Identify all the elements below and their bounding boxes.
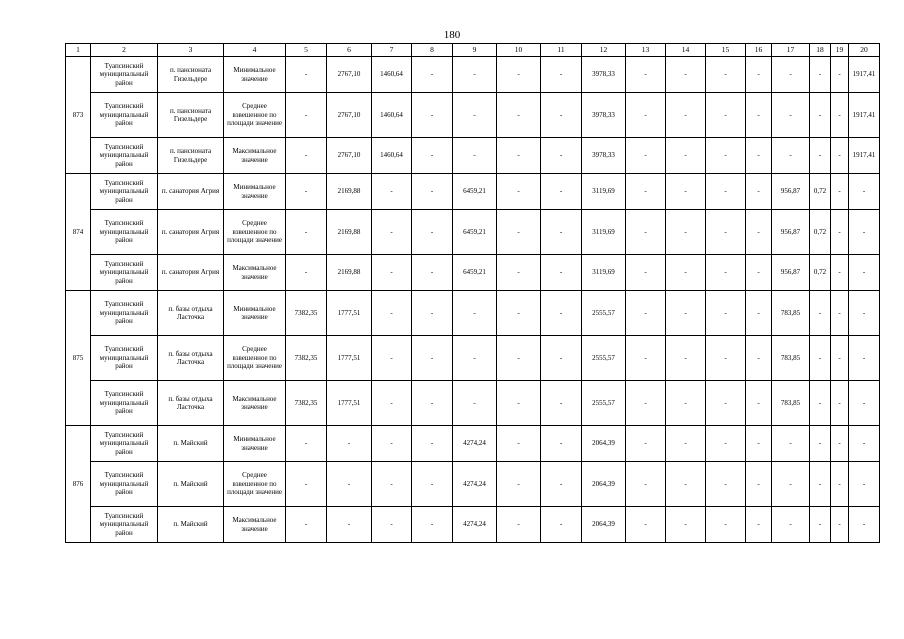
- table-cell: -: [849, 255, 880, 291]
- table-cell: 3119,69: [582, 210, 626, 255]
- table-cell: Туапсинский муниципальный район: [91, 93, 158, 138]
- table-cell: -: [497, 93, 541, 138]
- table-cell: -: [372, 507, 412, 543]
- table-cell: -: [810, 507, 831, 543]
- table-row: [66, 381, 880, 426]
- table-cell: Туапсинский муниципальный район: [91, 336, 158, 381]
- table-cell: -: [412, 57, 453, 93]
- table-cell: -: [626, 462, 666, 507]
- table-cell: -: [541, 507, 582, 543]
- row-group-number: 873: [66, 57, 91, 174]
- table-cell: -: [746, 255, 772, 291]
- table-cell: Минимальное значение: [224, 174, 286, 210]
- table-cell: Максимальное значение: [224, 381, 286, 426]
- table-cell: -: [541, 426, 582, 462]
- table-cell: -: [831, 426, 849, 462]
- table-cell: 0,72: [810, 210, 831, 255]
- table-cell: 1460,64: [372, 93, 412, 138]
- table-cell: -: [497, 336, 541, 381]
- table-cell: -: [541, 255, 582, 291]
- table-cell: -: [746, 138, 772, 174]
- table-row: [66, 210, 880, 255]
- table-cell: -: [666, 174, 706, 210]
- table-cell: -: [497, 381, 541, 426]
- table-cell: -: [626, 426, 666, 462]
- table-cell: -: [286, 174, 327, 210]
- table-cell: -: [706, 174, 746, 210]
- table-cell: 2064,39: [582, 462, 626, 507]
- table-cell: -: [831, 138, 849, 174]
- table-cell: -: [706, 57, 746, 93]
- table-cell: -: [849, 174, 880, 210]
- table-cell: -: [372, 174, 412, 210]
- table-cell: п. Майский: [158, 426, 224, 462]
- table-cell: -: [706, 381, 746, 426]
- table-cell: -: [412, 255, 453, 291]
- table-cell: -: [849, 507, 880, 543]
- table-cell: -: [412, 381, 453, 426]
- table-cell: -: [849, 210, 880, 255]
- table-cell: п. базы отдыха Ласточка: [158, 336, 224, 381]
- table-cell: -: [372, 462, 412, 507]
- table-cell: -: [626, 210, 666, 255]
- table-cell: -: [626, 291, 666, 336]
- table-cell: -: [626, 138, 666, 174]
- column-number-cell: 1: [66, 44, 91, 57]
- table-row: [66, 426, 880, 462]
- table-cell: -: [831, 462, 849, 507]
- table-cell: 4274,24: [453, 507, 497, 543]
- table-cell: 2064,39: [582, 507, 626, 543]
- table-cell: -: [626, 57, 666, 93]
- table-cell: п. базы отдыха Ласточка: [158, 291, 224, 336]
- column-number-cell: 19: [831, 44, 849, 57]
- table-cell: 2767,10: [327, 93, 372, 138]
- table-cell: -: [453, 93, 497, 138]
- table-cell: п. пансионата Гизельдере: [158, 93, 224, 138]
- table-cell: 7382,35: [286, 336, 327, 381]
- table-cell: -: [497, 174, 541, 210]
- table-cell: п. санатория Агрия: [158, 174, 224, 210]
- table-cell: -: [497, 138, 541, 174]
- table-cell: -: [412, 426, 453, 462]
- table-cell: -: [412, 462, 453, 507]
- table-cell: -: [746, 426, 772, 462]
- table-cell: -: [666, 336, 706, 381]
- table-cell: -: [541, 57, 582, 93]
- table-cell: -: [412, 507, 453, 543]
- table-cell: -: [706, 291, 746, 336]
- table-cell: -: [831, 291, 849, 336]
- table-cell: 2555,57: [582, 336, 626, 381]
- table-cell: -: [497, 57, 541, 93]
- table-cell: Туапсинский муниципальный район: [91, 426, 158, 462]
- table-row: [66, 93, 880, 138]
- table-cell: Максимальное значение: [224, 255, 286, 291]
- table-cell: 2767,10: [327, 57, 372, 93]
- table-cell: 2169,88: [327, 255, 372, 291]
- table-cell: -: [541, 210, 582, 255]
- table-cell: Туапсинский муниципальный район: [91, 255, 158, 291]
- table-cell: -: [372, 255, 412, 291]
- column-number-cell: 12: [582, 44, 626, 57]
- table-cell: Максимальное значение: [224, 507, 286, 543]
- table-cell: -: [327, 426, 372, 462]
- table-cell: -: [372, 426, 412, 462]
- table-cell: -: [453, 291, 497, 336]
- table-cell: -: [666, 291, 706, 336]
- table-cell: -: [831, 381, 849, 426]
- table-cell: -: [372, 291, 412, 336]
- table-cell: 4274,24: [453, 426, 497, 462]
- table-cell: -: [746, 507, 772, 543]
- table-cell: -: [666, 507, 706, 543]
- table-cell: Туапсинский муниципальный район: [91, 210, 158, 255]
- table-cell: -: [666, 210, 706, 255]
- table-cell: -: [626, 507, 666, 543]
- table-cell: -: [497, 507, 541, 543]
- table-cell: 956,87: [772, 210, 810, 255]
- column-number-cell: 7: [372, 44, 412, 57]
- table-cell: 7382,35: [286, 291, 327, 336]
- table-row: [66, 174, 880, 210]
- table-row: [66, 336, 880, 381]
- table-cell: -: [286, 462, 327, 507]
- column-number-cell: 8: [412, 44, 453, 57]
- table-cell: -: [706, 426, 746, 462]
- table-cell: 3119,69: [582, 174, 626, 210]
- column-number-cell: 20: [849, 44, 880, 57]
- table-cell: -: [746, 291, 772, 336]
- table-cell: -: [541, 138, 582, 174]
- column-number-cell: 11: [541, 44, 582, 57]
- table-cell: -: [772, 426, 810, 462]
- table-cell: -: [327, 462, 372, 507]
- table-cell: -: [831, 336, 849, 381]
- table-cell: -: [666, 381, 706, 426]
- table-cell: -: [810, 291, 831, 336]
- row-group-number: 874: [66, 174, 91, 291]
- table-cell: п. пансионата Гизельдере: [158, 57, 224, 93]
- column-number-cell: 16: [746, 44, 772, 57]
- table-cell: -: [541, 291, 582, 336]
- table-cell: -: [810, 57, 831, 93]
- table-cell: -: [746, 336, 772, 381]
- table-cell: -: [497, 426, 541, 462]
- table-cell: -: [810, 336, 831, 381]
- table-cell: Минимальное значение: [224, 57, 286, 93]
- table-cell: -: [706, 255, 746, 291]
- column-number-cell: 18: [810, 44, 831, 57]
- table-cell: -: [746, 174, 772, 210]
- table-cell: 2767,10: [327, 138, 372, 174]
- table-cell: -: [412, 93, 453, 138]
- column-number-cell: 9: [453, 44, 497, 57]
- table-cell: -: [286, 210, 327, 255]
- table-cell: -: [541, 462, 582, 507]
- table-cell: 1460,64: [372, 57, 412, 93]
- table-cell: -: [666, 93, 706, 138]
- table-cell: Среднее взвешенное по площади значение: [224, 93, 286, 138]
- table-cell: Среднее взвешенное по площади значение: [224, 210, 286, 255]
- table-cell: п. санатория Агрия: [158, 210, 224, 255]
- table-cell: 1777,51: [327, 381, 372, 426]
- table-cell: 7382,35: [286, 381, 327, 426]
- table-cell: п. санатория Агрия: [158, 255, 224, 291]
- row-group-number: 875: [66, 291, 91, 426]
- table-cell: -: [810, 381, 831, 426]
- table-cell: 1917,41: [849, 93, 880, 138]
- table-cell: 2169,88: [327, 210, 372, 255]
- table-cell: -: [286, 93, 327, 138]
- table-cell: -: [810, 138, 831, 174]
- table-cell: Среднее взвешенное по площади значение: [224, 336, 286, 381]
- table-cell: -: [810, 462, 831, 507]
- table-cell: 1917,41: [849, 57, 880, 93]
- table-cell: -: [706, 462, 746, 507]
- table-cell: -: [666, 255, 706, 291]
- table-cell: -: [772, 138, 810, 174]
- table-cell: -: [772, 57, 810, 93]
- table-cell: 2555,57: [582, 381, 626, 426]
- table-cell: Туапсинский муниципальный район: [91, 291, 158, 336]
- table-cell: -: [772, 462, 810, 507]
- table-cell: п. Майский: [158, 507, 224, 543]
- table-cell: Туапсинский муниципальный район: [91, 381, 158, 426]
- table-cell: -: [746, 381, 772, 426]
- column-number-cell: 17: [772, 44, 810, 57]
- column-number-cell: 5: [286, 44, 327, 57]
- table-row: [66, 507, 880, 543]
- table-cell: п. базы отдыха Ласточка: [158, 381, 224, 426]
- table-cell: -: [831, 507, 849, 543]
- table-cell: -: [286, 57, 327, 93]
- column-number-cell: 4: [224, 44, 286, 57]
- table-cell: -: [746, 93, 772, 138]
- data-table: [65, 43, 880, 543]
- table-cell: -: [372, 381, 412, 426]
- table-cell: -: [626, 381, 666, 426]
- table-cell: -: [772, 507, 810, 543]
- column-number-cell: 14: [666, 44, 706, 57]
- table-cell: -: [746, 57, 772, 93]
- table-cell: -: [706, 138, 746, 174]
- table-row: [66, 57, 880, 93]
- table-cell: 6459,21: [453, 174, 497, 210]
- table-row: [66, 138, 880, 174]
- table-cell: 1917,41: [849, 138, 880, 174]
- table-cell: Минимальное значение: [224, 291, 286, 336]
- table-cell: 0,72: [810, 255, 831, 291]
- table-cell: -: [372, 210, 412, 255]
- table-cell: -: [412, 138, 453, 174]
- table-cell: 0,72: [810, 174, 831, 210]
- table-cell: -: [849, 291, 880, 336]
- table-cell: -: [541, 381, 582, 426]
- table-cell: -: [706, 507, 746, 543]
- table-cell: -: [541, 93, 582, 138]
- table-cell: Туапсинский муниципальный район: [91, 462, 158, 507]
- table-cell: -: [372, 336, 412, 381]
- table-row: [66, 291, 880, 336]
- table-cell: -: [706, 93, 746, 138]
- table-cell: 1460,64: [372, 138, 412, 174]
- table-cell: -: [541, 174, 582, 210]
- table-row: [66, 255, 880, 291]
- table-cell: -: [497, 462, 541, 507]
- table-cell: -: [666, 462, 706, 507]
- table-cell: Среднее взвешенное по площади значение: [224, 462, 286, 507]
- table-cell: Максимальное значение: [224, 138, 286, 174]
- table-cell: 6459,21: [453, 210, 497, 255]
- table-cell: п. Майский: [158, 462, 224, 507]
- table-cell: -: [327, 507, 372, 543]
- table-cell: -: [849, 462, 880, 507]
- table-cell: -: [831, 57, 849, 93]
- column-number-cell: 6: [327, 44, 372, 57]
- table-cell: Туапсинский муниципальный район: [91, 57, 158, 93]
- table-cell: -: [746, 210, 772, 255]
- column-number-cell: 13: [626, 44, 666, 57]
- table-cell: Туапсинский муниципальный район: [91, 507, 158, 543]
- table-cell: -: [497, 291, 541, 336]
- table-cell: -: [706, 210, 746, 255]
- table-cell: -: [497, 210, 541, 255]
- table-cell: 3978,33: [582, 57, 626, 93]
- table-cell: Туапсинский муниципальный район: [91, 138, 158, 174]
- table-cell: -: [453, 57, 497, 93]
- table-cell: 956,87: [772, 255, 810, 291]
- table-cell: 3978,33: [582, 138, 626, 174]
- column-number-cell: 15: [706, 44, 746, 57]
- table-cell: -: [286, 426, 327, 462]
- table-cell: 4274,24: [453, 462, 497, 507]
- table-cell: 2169,88: [327, 174, 372, 210]
- table-cell: -: [810, 93, 831, 138]
- table-cell: -: [849, 426, 880, 462]
- table-cell: -: [626, 174, 666, 210]
- table-cell: п. пансионата Гизельдере: [158, 138, 224, 174]
- table-cell: -: [453, 336, 497, 381]
- table-cell: -: [626, 336, 666, 381]
- table-cell: -: [412, 210, 453, 255]
- table-cell: -: [810, 426, 831, 462]
- table-row: [66, 462, 880, 507]
- table-cell: Туапсинский муниципальный район: [91, 174, 158, 210]
- table-cell: -: [666, 426, 706, 462]
- table-cell: -: [626, 93, 666, 138]
- table-cell: -: [541, 336, 582, 381]
- table-cell: -: [286, 507, 327, 543]
- table-cell: 783,85: [772, 291, 810, 336]
- table-cell: -: [453, 381, 497, 426]
- table-cell: 1777,51: [327, 336, 372, 381]
- table-cell: -: [626, 255, 666, 291]
- table-cell: -: [666, 57, 706, 93]
- table-cell: -: [412, 336, 453, 381]
- table-cell: -: [453, 138, 497, 174]
- table-cell: -: [286, 138, 327, 174]
- table-cell: -: [849, 381, 880, 426]
- table-cell: -: [772, 93, 810, 138]
- table-cell: -: [831, 255, 849, 291]
- table-cell: Минимальное значение: [224, 426, 286, 462]
- table-cell: -: [849, 336, 880, 381]
- table-cell: 6459,21: [453, 255, 497, 291]
- column-number-row: [66, 44, 880, 57]
- page-number: 180: [443, 29, 461, 41]
- table-cell: 783,85: [772, 381, 810, 426]
- column-number-cell: 3: [158, 44, 224, 57]
- table-cell: -: [497, 255, 541, 291]
- table-cell: -: [746, 462, 772, 507]
- table-cell: -: [831, 174, 849, 210]
- table-cell: -: [831, 210, 849, 255]
- table-cell: -: [286, 255, 327, 291]
- table-cell: 3978,33: [582, 93, 626, 138]
- table-cell: -: [412, 291, 453, 336]
- column-number-cell: 10: [497, 44, 541, 57]
- table-cell: -: [706, 336, 746, 381]
- column-number-cell: 2: [91, 44, 158, 57]
- table-cell: 3119,69: [582, 255, 626, 291]
- row-group-number: 876: [66, 426, 91, 543]
- table-cell: 956,87: [772, 174, 810, 210]
- table-cell: -: [666, 138, 706, 174]
- table-cell: 1777,51: [327, 291, 372, 336]
- table-cell: 783,85: [772, 336, 810, 381]
- table-cell: 2555,57: [582, 291, 626, 336]
- table-cell: -: [831, 93, 849, 138]
- table-cell: -: [412, 174, 453, 210]
- table-cell: 2064,39: [582, 426, 626, 462]
